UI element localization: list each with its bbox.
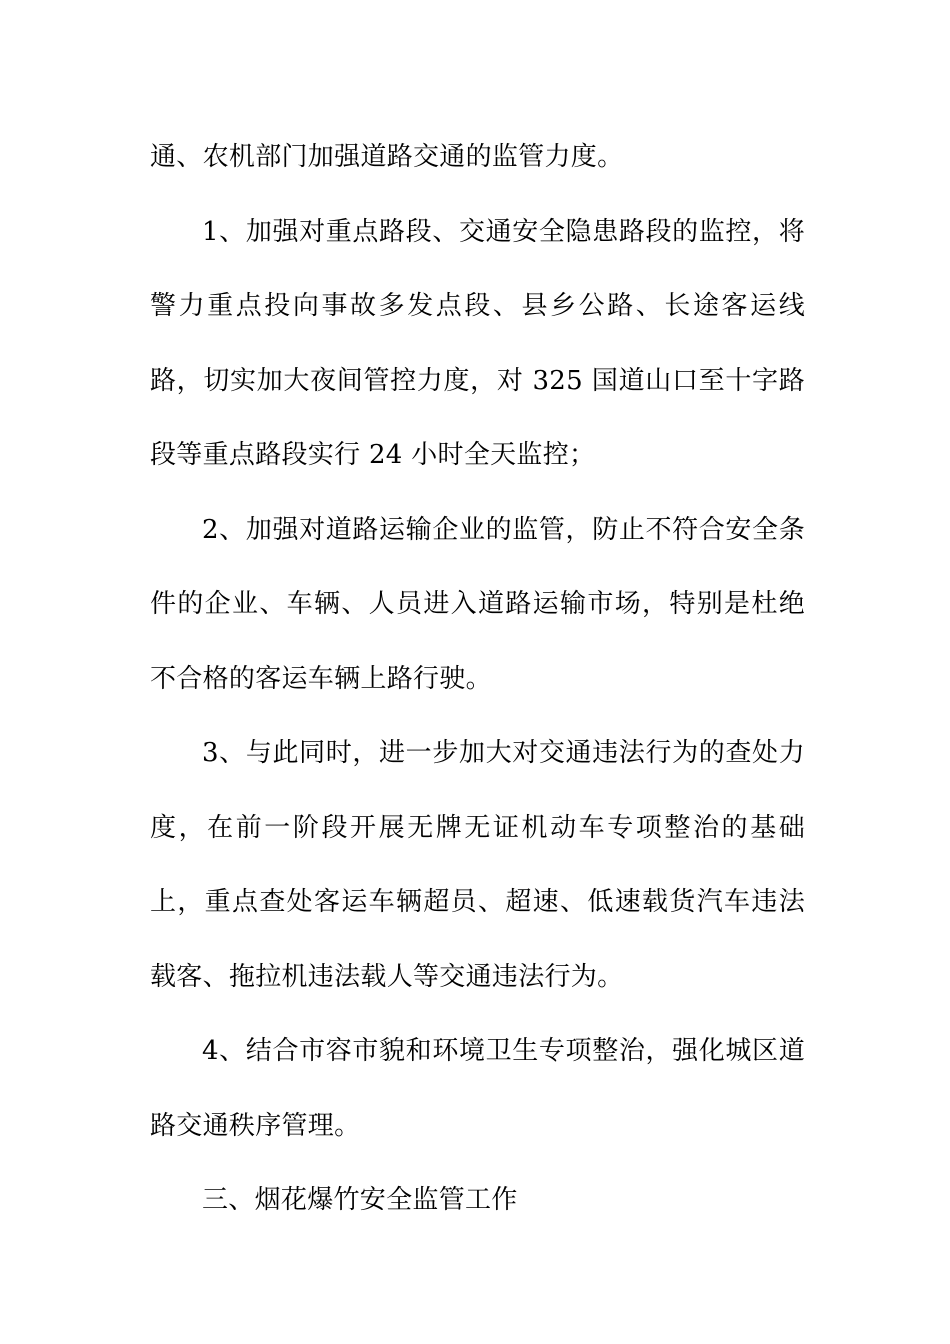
section-heading-3: 三、烟花爆竹安全监管工作: [202, 1185, 518, 1215]
paragraph-continuation: 通、农机部门加强道路交通的监管力度。: [150, 142, 624, 172]
document-body: [150, 120, 805, 1238]
paragraph-item-4: 4、结合市容市貌和环境卫生专项整治，强化城区道路交通秩序管理。: [150, 1036, 805, 1141]
paragraph-item-3: 3、与此同时，进一步加大对交通违法行为的查处力度，在前一阶段开展无牌无证机动车专项整治的基础上，重点查处客运车辆超员、超速、低速载货汽车违法载客、拖拉机违法载人等交通违法行为。: [150, 738, 805, 992]
paragraph-item-1: 1、加强对重点路段、交通安全隐患路段的监控，将警力重点投向事故多发点段、县乡公路、长途客运线路，切实加大夜间管控力度，对 325 国道山口至十字路段等重点路段实行 24 小时全天监控；: [150, 216, 805, 470]
paragraph-item-2: 2、加强对道路运输企业的监管，防止不符合安全条件的企业、车辆、人员进入道路运输市场，特别是杜绝不合格的客运车辆上路行驶。: [150, 514, 805, 694]
